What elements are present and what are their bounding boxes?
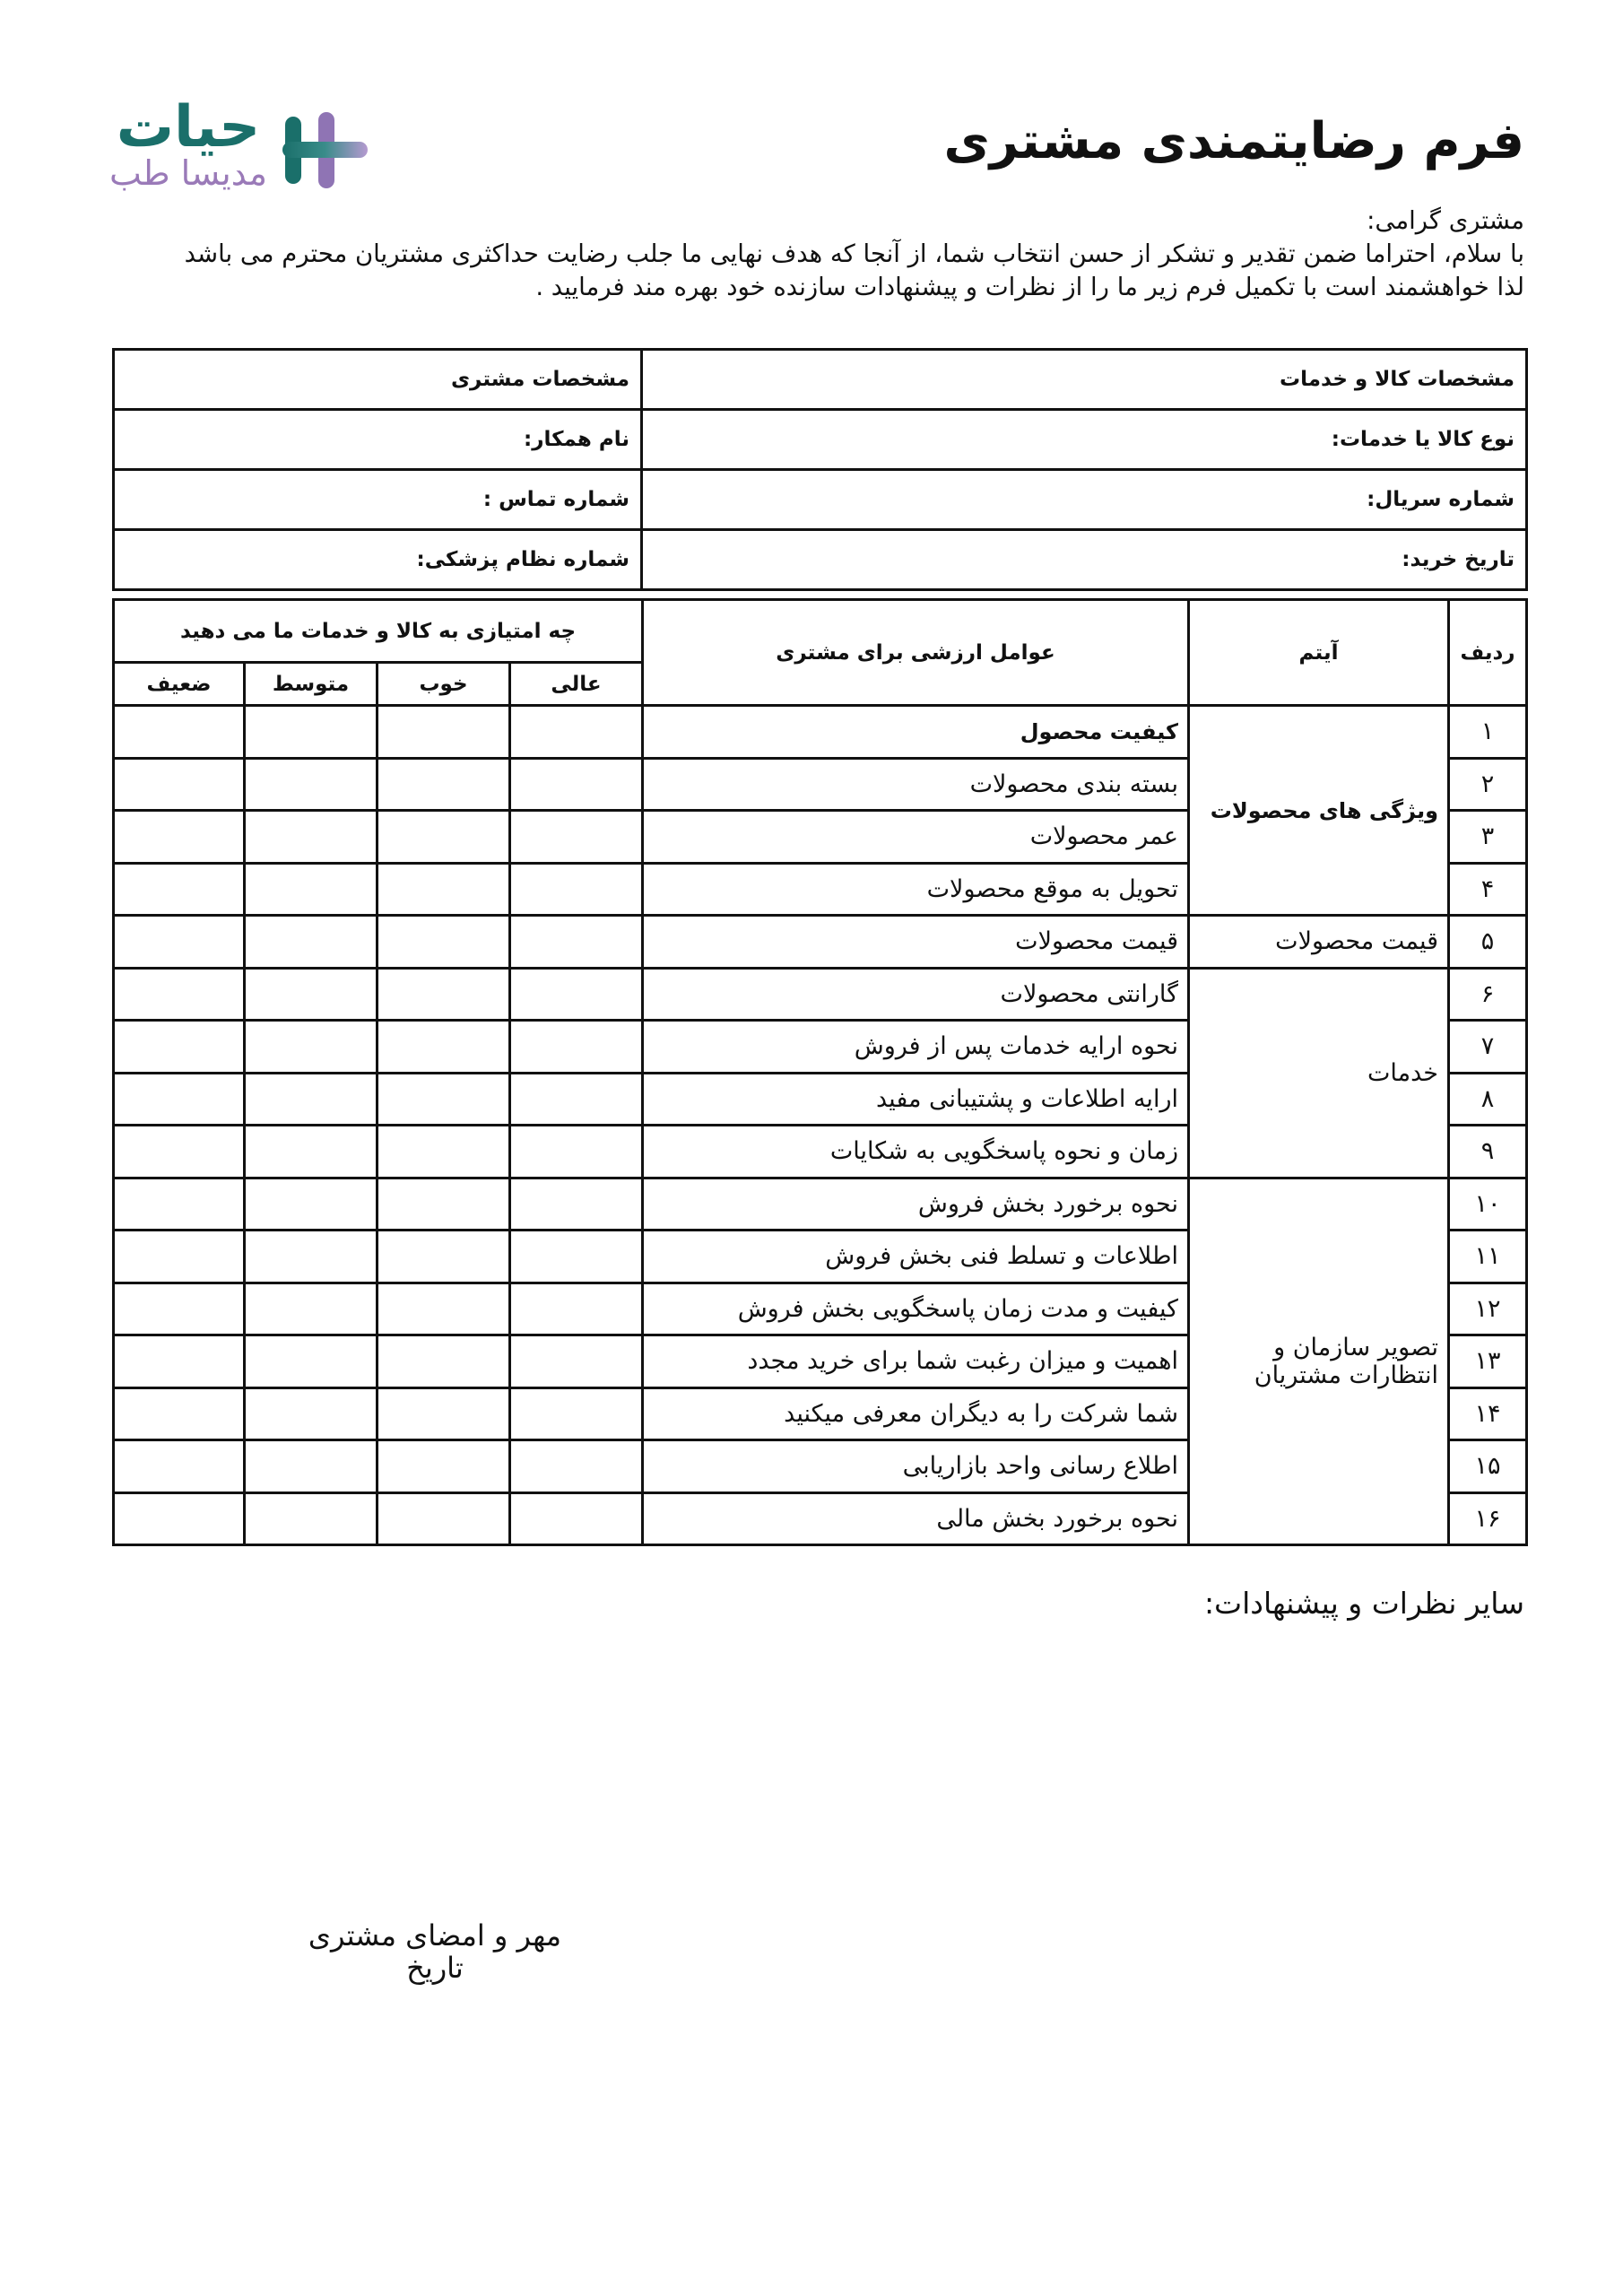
factors-header: عوامل ارزشی برای مشتری bbox=[643, 600, 1189, 706]
company-logo bbox=[103, 94, 372, 193]
row-number: ۱۳ bbox=[1449, 1335, 1527, 1388]
rating-cell-average[interactable] bbox=[245, 1283, 378, 1335]
rating-cell-average[interactable] bbox=[245, 916, 378, 969]
factor-label: نحوه ارایه خدمات پس از فروش bbox=[643, 1021, 1189, 1074]
table-row bbox=[114, 1178, 1527, 1231]
signature-date-label: تاریخ bbox=[406, 1951, 464, 1985]
rating-cell-excellent[interactable] bbox=[510, 1021, 643, 1074]
rating-cell-weak[interactable] bbox=[114, 916, 245, 969]
row-number: ۷ bbox=[1449, 1021, 1527, 1074]
purchase-date-field[interactable]: تاریخ خرید: bbox=[642, 530, 1527, 590]
factor-label: اطلاع رسانی واحد بازاریابی bbox=[643, 1440, 1189, 1493]
factor-label: عمر محصولات bbox=[643, 811, 1189, 864]
rating-cell-good[interactable] bbox=[378, 1283, 510, 1335]
rating-cell-excellent[interactable] bbox=[510, 811, 643, 864]
factor-label: اهمیت و میزان رغبت شما برای خرید مجدد bbox=[643, 1335, 1189, 1388]
rating-cell-average[interactable] bbox=[245, 758, 378, 811]
factor-label: نحوه برخورد بخش فروش bbox=[643, 1178, 1189, 1231]
rating-cell-weak[interactable] bbox=[114, 758, 245, 811]
row-number: ۳ bbox=[1449, 811, 1527, 864]
factor-label: زمان و نحوه پاسخگویی به شکایات bbox=[643, 1126, 1189, 1178]
item-group-organization-image: تصویر سازمان و انتظارات مشتریان bbox=[1189, 1178, 1449, 1545]
factor-label: اطلاعات و تسلط فنی بخش فروش bbox=[643, 1231, 1189, 1283]
rating-cell-weak[interactable] bbox=[114, 1231, 245, 1283]
rating-cell-average[interactable] bbox=[245, 863, 378, 916]
factor-label: قیمت محصولات bbox=[643, 916, 1189, 969]
rating-cell-good[interactable] bbox=[378, 1126, 510, 1178]
row-number: ۱ bbox=[1449, 706, 1527, 759]
item-header: آیتم bbox=[1189, 600, 1449, 706]
excellent-header: عالی bbox=[510, 663, 643, 706]
rating-cell-good[interactable] bbox=[378, 1387, 510, 1440]
rating-cell-average[interactable] bbox=[245, 1126, 378, 1178]
logo-subtitle-text: مدیسا طب bbox=[109, 153, 267, 193]
rating-cell-average[interactable] bbox=[245, 706, 378, 759]
table-row bbox=[114, 706, 1527, 759]
rating-cell-weak[interactable] bbox=[114, 811, 245, 864]
rating-cell-weak[interactable] bbox=[114, 1387, 245, 1440]
rating-cell-average[interactable] bbox=[245, 1440, 378, 1493]
rating-cell-weak[interactable] bbox=[114, 863, 245, 916]
serial-number-field[interactable]: شماره سریال: bbox=[642, 470, 1527, 530]
rating-cell-weak[interactable] bbox=[114, 706, 245, 759]
intro-line: با سلام، احتراما ضمن تقدیر و تشکر از حسن انتخاب شما، از آنجا که هدف نهایی ما جلب رضایت حداکثری مشتریان محترم می باشد bbox=[184, 239, 1524, 268]
row-number: ۶ bbox=[1449, 968, 1527, 1021]
rating-cell-good[interactable] bbox=[378, 1231, 510, 1283]
rating-cell-excellent[interactable] bbox=[510, 1231, 643, 1283]
rating-cell-excellent[interactable] bbox=[510, 916, 643, 969]
rating-cell-average[interactable] bbox=[245, 1231, 378, 1283]
rating-cell-good[interactable] bbox=[378, 1492, 510, 1545]
rating-cell-excellent[interactable] bbox=[510, 1492, 643, 1545]
row-number-header: ردیف bbox=[1449, 600, 1527, 706]
row-number: ۵ bbox=[1449, 916, 1527, 969]
rating-cell-weak[interactable] bbox=[114, 1492, 245, 1545]
info-table bbox=[112, 348, 1528, 591]
signature-block bbox=[296, 1919, 574, 1984]
rating-cell-average[interactable] bbox=[245, 811, 378, 864]
rating-cell-excellent[interactable] bbox=[510, 706, 643, 759]
weak-header: ضعیف bbox=[114, 663, 245, 706]
rating-cell-average[interactable] bbox=[245, 1021, 378, 1074]
rating-cell-good[interactable] bbox=[378, 1178, 510, 1231]
row-number: ۱۰ bbox=[1449, 1178, 1527, 1231]
plus-logo-icon bbox=[282, 108, 372, 193]
factor-label: گارانتی محصولات bbox=[643, 968, 1189, 1021]
colleague-name-field[interactable]: نام همکار: bbox=[114, 410, 642, 470]
intro-line: لذا خواهشمند است با تکمیل فرم زیر ما را از نظرات و پیشنهادات سازنده خود بهره مند فرمایید . bbox=[535, 273, 1524, 301]
contact-number-field[interactable]: شماره تماس : bbox=[114, 470, 642, 530]
row-number: ۴ bbox=[1449, 863, 1527, 916]
row-number: ۱۵ bbox=[1449, 1440, 1527, 1493]
factor-label: کیفیت محصول bbox=[643, 706, 1189, 759]
rating-cell-excellent[interactable] bbox=[510, 1387, 643, 1440]
item-group-services: خدمات bbox=[1189, 968, 1449, 1178]
page-title: فرم رضایتمندی مشتری bbox=[943, 112, 1524, 170]
rating-cell-weak[interactable] bbox=[114, 1126, 245, 1178]
row-number: ۱۱ bbox=[1449, 1231, 1527, 1283]
rating-cell-excellent[interactable] bbox=[510, 758, 643, 811]
intro-paragraph bbox=[72, 204, 1524, 304]
rating-cell-good[interactable] bbox=[378, 968, 510, 1021]
rating-cell-good[interactable] bbox=[378, 1073, 510, 1126]
factor-label: ارایه اطلاعات و پشتیبانی مفید bbox=[643, 1073, 1189, 1126]
row-number: ۹ bbox=[1449, 1126, 1527, 1178]
rating-cell-average[interactable] bbox=[245, 1387, 378, 1440]
rating-cell-excellent[interactable] bbox=[510, 1178, 643, 1231]
rating-cell-good[interactable] bbox=[378, 758, 510, 811]
row-number: ۱۶ bbox=[1449, 1492, 1527, 1545]
rating-cell-good[interactable] bbox=[378, 1021, 510, 1074]
medical-id-field[interactable]: شماره نظام پزشکی: bbox=[114, 530, 642, 590]
factor-label: شما شرکت را به دیگران معرفی میکنید bbox=[643, 1387, 1189, 1440]
rating-cell-excellent[interactable] bbox=[510, 1126, 643, 1178]
factor-label: نحوه برخورد بخش مالی bbox=[643, 1492, 1189, 1545]
item-group-product-price: قیمت محصولات bbox=[1189, 916, 1449, 969]
rating-cell-good[interactable] bbox=[378, 811, 510, 864]
evaluation-table bbox=[112, 598, 1528, 1546]
rating-cell-good[interactable] bbox=[378, 706, 510, 759]
logo-brand-text: حیات bbox=[116, 94, 261, 161]
row-number: ۱۴ bbox=[1449, 1387, 1527, 1440]
row-number: ۸ bbox=[1449, 1073, 1527, 1126]
rating-cell-good[interactable] bbox=[378, 863, 510, 916]
good-header: خوب bbox=[378, 663, 510, 706]
average-header: متوسط bbox=[245, 663, 378, 706]
rating-cell-weak[interactable] bbox=[114, 1021, 245, 1074]
table-row bbox=[114, 916, 1527, 969]
rating-cell-weak[interactable] bbox=[114, 968, 245, 1021]
rating-cell-average[interactable] bbox=[245, 1335, 378, 1388]
rating-cell-weak[interactable] bbox=[114, 1283, 245, 1335]
score-header: چه امتیازی به کالا و خدمات ما می دهید bbox=[114, 600, 643, 663]
rating-cell-weak[interactable] bbox=[114, 1440, 245, 1493]
factor-label: تحویل به موقع محصولات bbox=[643, 863, 1189, 916]
rating-cell-excellent[interactable] bbox=[510, 1335, 643, 1388]
rating-cell-excellent[interactable] bbox=[510, 863, 643, 916]
other-comments-label: سایر نظرات و پیشنهادات: bbox=[1203, 1586, 1524, 1621]
rating-cell-good[interactable] bbox=[378, 1335, 510, 1388]
rating-cell-average[interactable] bbox=[245, 1178, 378, 1231]
rating-cell-good[interactable] bbox=[378, 1440, 510, 1493]
item-group-product-features: ویژگی های محصولات bbox=[1189, 706, 1449, 916]
product-type-field[interactable]: نوع کالا یا خدمات: bbox=[642, 410, 1527, 470]
rating-cell-excellent[interactable] bbox=[510, 1440, 643, 1493]
signature-label: مهر و امضای مشتری bbox=[308, 1918, 562, 1952]
table-row bbox=[114, 968, 1527, 1021]
rating-cell-excellent[interactable] bbox=[510, 1283, 643, 1335]
rating-cell-excellent[interactable] bbox=[510, 1073, 643, 1126]
rating-cell-weak[interactable] bbox=[114, 1073, 245, 1126]
rating-cell-excellent[interactable] bbox=[510, 968, 643, 1021]
rating-cell-weak[interactable] bbox=[114, 1178, 245, 1231]
factor-label: کیفیت و مدت زمان پاسخگویی بخش فروش bbox=[643, 1283, 1189, 1335]
customer-info-heading: مشخصات مشتری bbox=[114, 350, 642, 410]
row-number: ۲ bbox=[1449, 758, 1527, 811]
product-info-heading: مشخصات کالا و خدمات bbox=[642, 350, 1527, 410]
rating-cell-good[interactable] bbox=[378, 916, 510, 969]
rating-cell-average[interactable] bbox=[245, 1492, 378, 1545]
rating-cell-average[interactable] bbox=[245, 968, 378, 1021]
rating-cell-weak[interactable] bbox=[114, 1335, 245, 1388]
intro-greeting: مشتری گرامی: bbox=[1367, 206, 1524, 235]
row-number: ۱۲ bbox=[1449, 1283, 1527, 1335]
rating-cell-average[interactable] bbox=[245, 1073, 378, 1126]
factor-label: بسته بندی محصولات bbox=[643, 758, 1189, 811]
